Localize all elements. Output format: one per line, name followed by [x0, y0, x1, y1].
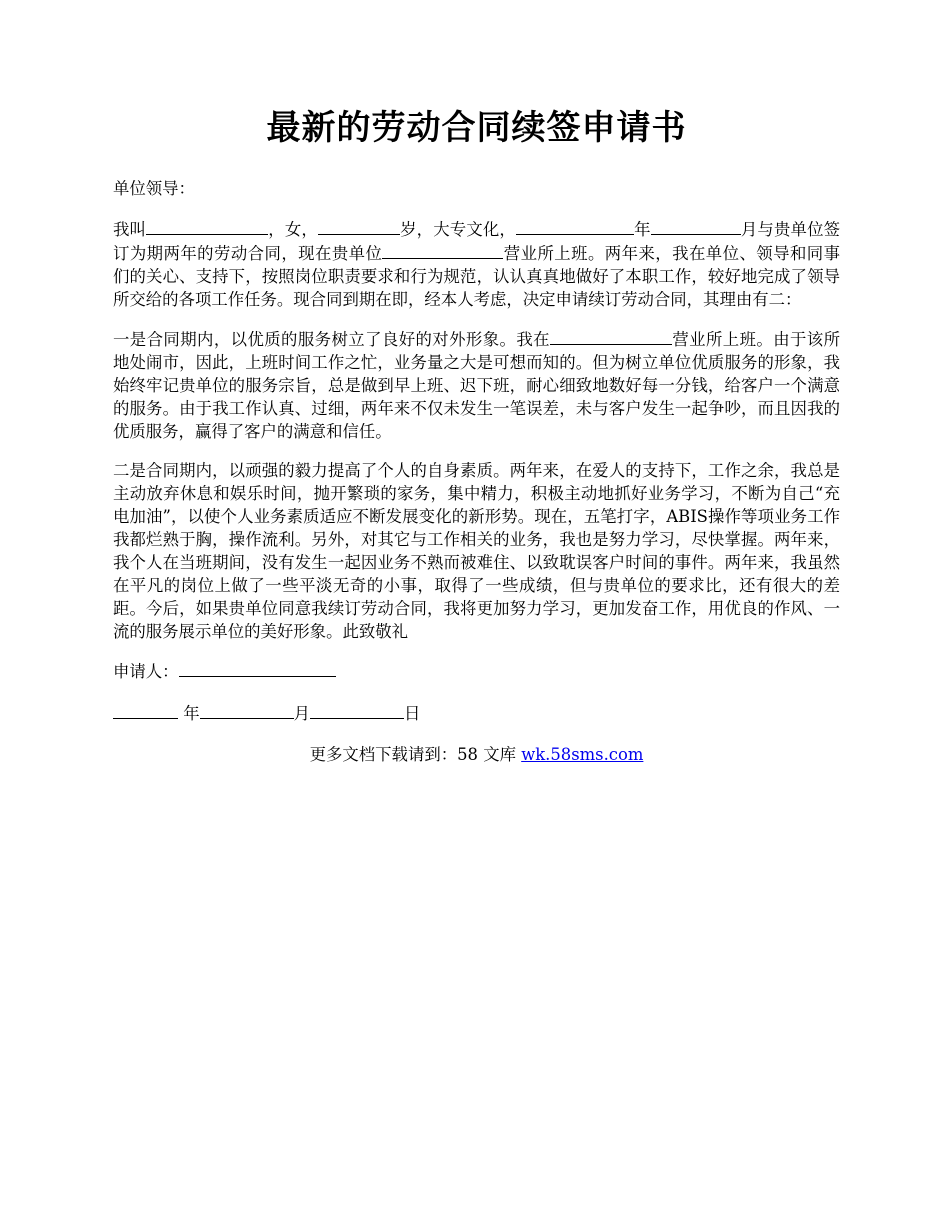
footer-text: 更多文档下载请到：58 文库: [309, 744, 522, 764]
office-blank[interactable]: [550, 327, 672, 345]
applicant-label: 申请人：: [113, 661, 179, 681]
intro-text-5: 月与贵单位签订为期两年的劳动合同，现在贵单位: [113, 219, 841, 263]
date-day-blank[interactable]: [310, 701, 404, 719]
footer-link[interactable]: wk.58sms.com: [521, 744, 644, 764]
applicant-blank[interactable]: [179, 659, 336, 677]
intro-paragraph: [113, 217, 840, 311]
reason-two-paragraph: 二是合同期内，以顽强的毅力提高了个人的自身素质。两年来，在爱人的支持下，工作之余，我总是主动放弃休息和娱乐时间，抛开繁琐的家务，集中精力，积极主动地抓好业务学习，不断为自己“充电加油”，以使个人业务素质适应不断发展变化的新形势。现在，五笔打字，ABIS操作等项业务工作我都烂熟于胸，操作流利。另外，对其它与工作相关的业务，我也是努力学习，尽快掌握。两年来，我个人在当班期间，没有发生一起因业务不熟而被难住、以致耽误客户时间的事件。两年来，我虽然在平凡的岗位上做了一些平淡无奇的小事，取得了一些成绩，但与贵单位的要求比，还有很大的差距。今后，如果贵单位同意我续订劳动合同，我将更加努力学习，更加发奋工作，用优良的作风、一流的服务展示单位的美好形象。此致敬礼: [113, 460, 840, 641]
greeting: 单位领导：: [113, 178, 195, 198]
document-title: 最新的劳动合同续签申请书: [266, 108, 687, 148]
footer: [113, 743, 840, 766]
intro-text-4: 年: [633, 219, 651, 239]
date-month-label: 月: [293, 703, 310, 723]
date-line: [113, 701, 840, 725]
date-month-blank[interactable]: [200, 701, 294, 719]
reason-one-text-2: 营业所上班。由于该所地处闹市，因此，上班时间工作之忙，业务量之大是可想而知的。但为树立单位优质服务的形象，我始终牢记贵单位的服务宗旨，总是做到早上班、迟下班，耐心细致地数好每一分钱，给客户一个满意的服务。由于我工作认真、过细，两年来不仅未发生一笔误差，未与客户发生一起争吵，而且因我的优质服务，赢得了客户的满意和信任。: [113, 329, 841, 441]
age-blank[interactable]: [318, 217, 400, 235]
branch-blank[interactable]: [382, 241, 503, 259]
intro-text-3: 岁，大专文化，: [399, 219, 516, 239]
name-blank[interactable]: [146, 217, 268, 235]
date-day-label: 日: [404, 703, 421, 723]
reason-one-paragraph: [113, 327, 840, 443]
year-blank[interactable]: [516, 217, 634, 235]
applicant-line: [113, 659, 840, 683]
date-year-blank[interactable]: [113, 701, 178, 719]
date-year-label: 年: [178, 703, 200, 723]
reason-one-text-1: 一是合同期内，以优质的服务树立了良好的对外形象。我在: [113, 329, 550, 349]
intro-text-1: 我叫: [113, 219, 147, 239]
month-blank[interactable]: [651, 217, 741, 235]
document-page: [113, 108, 840, 766]
intro-text-2: ，女，: [268, 219, 318, 239]
intro-text-6: 营业所上班。两年来，我在单位、领导和同事们的关心、支持下，按照岗位职责要求和行为规范，认认真真地做好了本职工作，较好地完成了领导所交给的各项工作任务。现合同到期在即，经本人考虑，决定申请续订劳动合同，其理由有二：: [113, 243, 841, 309]
